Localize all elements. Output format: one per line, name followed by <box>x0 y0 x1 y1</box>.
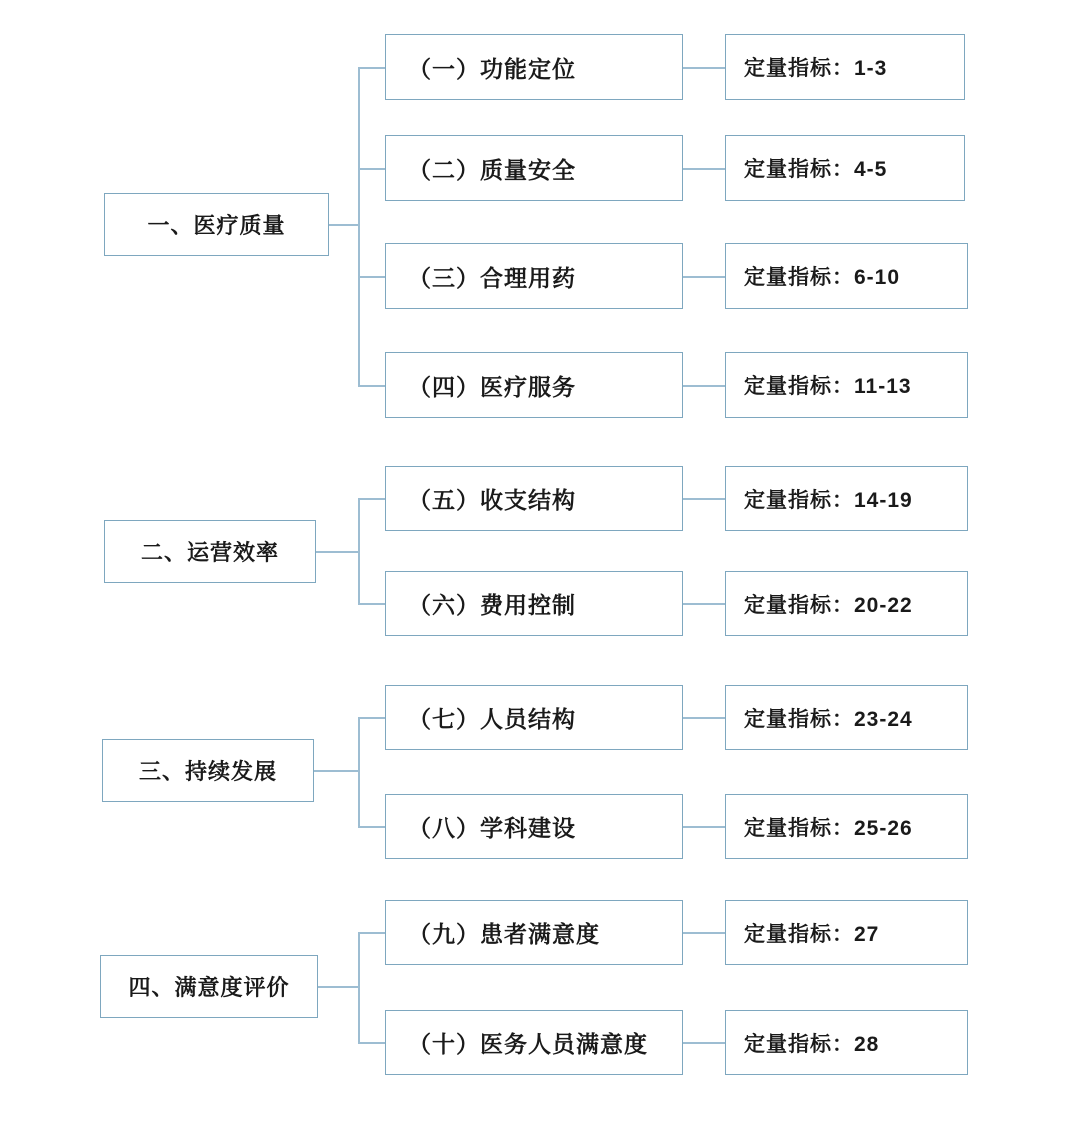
group-node-3[interactable] <box>102 739 314 802</box>
connector-sub-1-1-metric <box>683 67 725 69</box>
sub-node-1-2[interactable] <box>385 135 683 201</box>
connector-group1-branch-1 <box>358 67 385 69</box>
metric-node-1-1[interactable] <box>725 34 965 100</box>
sub-node-1-2-label: （二）质量安全 <box>408 156 576 183</box>
connector-sub-3-2-metric <box>683 826 725 828</box>
metric-node-4-2-label: 定量指标：28 <box>744 1032 880 1056</box>
metric-node-4-2[interactable] <box>725 1010 968 1075</box>
sub-node-2-1[interactable] <box>385 466 683 531</box>
metric-node-4-1[interactable] <box>725 900 968 965</box>
metric-node-1-1-label: 定量指标：1-3 <box>744 57 888 80</box>
connector-group4-branch-2 <box>358 1042 385 1044</box>
connector-group3-spine <box>358 717 360 826</box>
group-node-1[interactable] <box>104 193 329 256</box>
connector-sub-4-1-metric <box>683 932 725 934</box>
sub-node-2-2-label: （六）费用控制 <box>408 592 576 618</box>
sub-node-1-1-label: （一）功能定位 <box>408 55 576 82</box>
connector-group1-trunk <box>329 224 358 226</box>
connector-sub-4-2-metric <box>683 1042 725 1044</box>
connector-group2-branch-1 <box>358 498 385 500</box>
metric-node-3-1-label: 定量指标：23-24 <box>744 707 913 731</box>
metric-node-3-1[interactable] <box>725 685 968 750</box>
sub-node-1-3-label: （三）合理用药 <box>408 264 576 291</box>
metric-node-1-4-label: 定量指标：11-13 <box>744 375 912 398</box>
group-node-3-label: 三、持续发展 <box>138 759 277 784</box>
sub-node-4-2[interactable] <box>385 1010 683 1075</box>
connector-group2-spine <box>358 498 360 604</box>
sub-node-3-1[interactable] <box>385 685 683 750</box>
group-node-4-label: 四、满意度评价 <box>128 975 290 1000</box>
connector-group4-branch-1 <box>358 932 385 934</box>
sub-node-3-1-label: （七）人员结构 <box>408 706 576 732</box>
metric-node-1-4[interactable] <box>725 352 968 418</box>
connector-sub-1-3-metric <box>683 276 725 278</box>
connector-group2-trunk <box>316 551 358 553</box>
connector-group1-branch-4 <box>358 385 385 387</box>
connector-group3-branch-2 <box>358 826 385 828</box>
connector-sub-2-2-metric <box>683 603 725 605</box>
metric-node-1-3[interactable] <box>725 243 968 309</box>
connector-group2-branch-2 <box>358 603 385 605</box>
sub-node-1-3[interactable] <box>385 243 683 309</box>
sub-node-1-4[interactable] <box>385 352 683 418</box>
sub-node-3-2[interactable] <box>385 794 683 859</box>
metric-node-2-2[interactable] <box>725 571 968 636</box>
metric-node-1-3-label: 定量指标：6-10 <box>744 266 901 289</box>
connector-group1-spine <box>358 67 360 387</box>
metric-node-1-2[interactable] <box>725 135 965 201</box>
sub-node-1-1[interactable] <box>385 34 683 100</box>
metric-node-3-2-label: 定量指标：25-26 <box>744 816 913 840</box>
group-node-2-label: 二、运营效率 <box>140 540 279 565</box>
sub-node-4-2-label: （十）医务人员满意度 <box>408 1031 648 1057</box>
connector-group1-branch-3 <box>358 276 385 278</box>
metric-node-2-1[interactable] <box>725 466 968 531</box>
connector-sub-3-1-metric <box>683 717 725 719</box>
metric-node-2-1-label: 定量指标：14-19 <box>744 488 913 512</box>
sub-node-4-1[interactable] <box>385 900 683 965</box>
connector-group4-spine <box>358 932 360 1042</box>
connector-sub-1-4-metric <box>683 385 725 387</box>
sub-node-3-2-label: （八）学科建设 <box>408 815 576 841</box>
metric-node-4-1-label: 定量指标：27 <box>744 922 880 946</box>
connector-group3-trunk <box>314 770 358 772</box>
group-node-4[interactable] <box>100 955 318 1018</box>
connector-group3-branch-1 <box>358 717 385 719</box>
group-node-1-label: 一、医疗质量 <box>147 213 286 238</box>
connector-group1-branch-2 <box>358 168 385 170</box>
connector-sub-2-1-metric <box>683 498 725 500</box>
metric-node-3-2[interactable] <box>725 794 968 859</box>
sub-node-2-2[interactable] <box>385 571 683 636</box>
group-node-2[interactable] <box>104 520 316 583</box>
metric-node-2-2-label: 定量指标：20-22 <box>744 593 913 617</box>
sub-node-4-1-label: （九）患者满意度 <box>408 921 600 947</box>
metric-node-1-2-label: 定量指标：4-5 <box>744 158 888 181</box>
sub-node-1-4-label: （四）医疗服务 <box>408 373 576 400</box>
sub-node-2-1-label: （五）收支结构 <box>408 487 576 513</box>
connector-group4-trunk <box>318 986 358 988</box>
connector-sub-1-2-metric <box>683 168 725 170</box>
